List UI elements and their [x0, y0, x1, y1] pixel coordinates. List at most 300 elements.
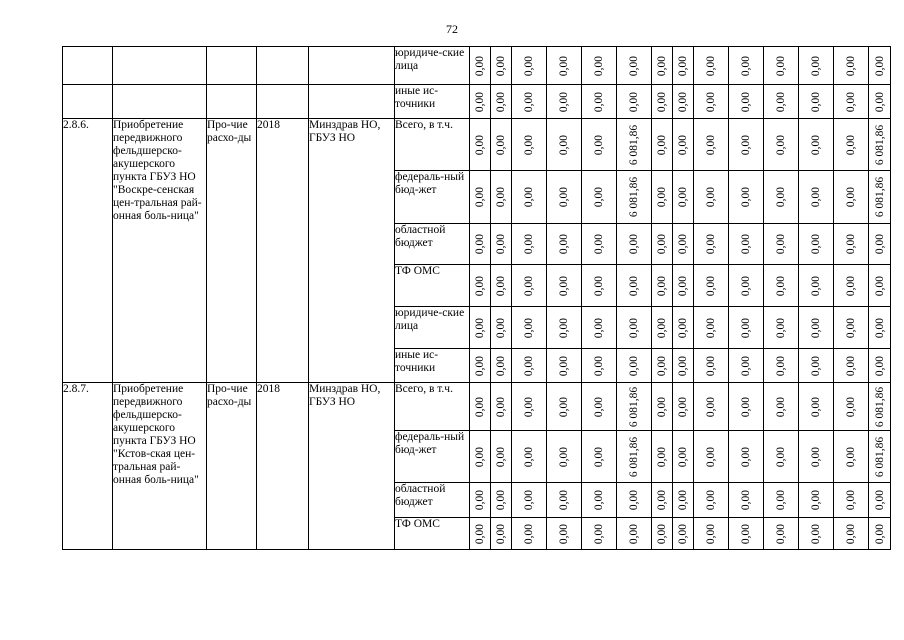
funding-source: Всего, в т.ч.	[395, 383, 470, 431]
value-cell	[582, 349, 617, 383]
expense-type: Про-чие расхо-ды	[207, 383, 257, 550]
value-cell	[729, 171, 764, 224]
value-cell	[694, 349, 729, 383]
funding-source: ТФ ОМС	[395, 265, 470, 307]
value-text: 0,00	[810, 489, 822, 511]
value-cell	[491, 483, 512, 518]
value-cell	[491, 171, 512, 224]
value-cell	[582, 431, 617, 483]
value-cell	[834, 518, 869, 550]
table-body	[63, 47, 891, 550]
value-cell	[834, 119, 869, 171]
value-cell	[673, 518, 694, 550]
value-cell	[652, 119, 673, 171]
value-cell	[652, 383, 673, 431]
value-cell	[547, 119, 582, 171]
value-text: 0,00	[775, 446, 787, 467]
item-executor: Минздрав НО, ГБУЗ НО	[309, 383, 395, 550]
value-text: 0,00	[845, 186, 857, 208]
value-cell	[673, 307, 694, 349]
value-text: 0,00	[705, 355, 717, 376]
value-text: 0,00	[775, 233, 787, 255]
value-cell	[729, 85, 764, 119]
value-cell	[582, 119, 617, 171]
value-cell	[617, 431, 652, 483]
value-text: 0,00	[810, 186, 822, 208]
value-text: 0,00	[495, 355, 507, 376]
value-text: 0,00	[656, 91, 668, 112]
value-cell	[512, 85, 547, 119]
value-cell	[491, 349, 512, 383]
value-cell	[582, 171, 617, 224]
value-cell	[547, 307, 582, 349]
value-cell	[617, 171, 652, 224]
value-text: 0,00	[474, 523, 486, 544]
value-text: 0,00	[495, 186, 507, 208]
value-cell	[673, 431, 694, 483]
value-text: 0,00	[474, 446, 486, 467]
value-text: 0,00	[775, 396, 787, 417]
value-text: 0,00	[705, 233, 717, 255]
value-text: 0,00	[523, 91, 535, 112]
value-text: 0,00	[593, 489, 605, 511]
value-cell	[729, 47, 764, 85]
value-cell	[799, 119, 834, 171]
funding-source: федераль-ный бюд-жет	[395, 171, 470, 224]
value-cell	[673, 85, 694, 119]
value-text: 0,00	[495, 523, 507, 544]
value-text: 0,00	[740, 134, 752, 155]
value-text: 0,00	[628, 233, 640, 255]
value-cell	[729, 307, 764, 349]
value-text: 0,00	[677, 523, 689, 544]
value-cell	[764, 518, 799, 550]
value-text: 0,00	[705, 446, 717, 467]
value-cell	[673, 349, 694, 383]
value-cell	[729, 483, 764, 518]
value-text: 6 081,86	[873, 436, 886, 477]
empty-cell	[63, 47, 113, 85]
value-text: 0,00	[558, 446, 570, 467]
value-cell	[799, 483, 834, 518]
expense-type: Про-чие расхо-ды	[207, 119, 257, 383]
value-text: 0,00	[810, 134, 822, 155]
value-cell	[869, 224, 891, 265]
value-cell	[729, 431, 764, 483]
value-cell	[869, 383, 891, 431]
value-text: 0,00	[740, 523, 752, 544]
funding-source: юридиче-ские лица	[395, 47, 470, 85]
value-text: 0,00	[628, 91, 640, 112]
value-text: 0,00	[845, 446, 857, 467]
value-text: 0,00	[740, 355, 752, 376]
value-cell	[470, 518, 491, 550]
value-cell	[547, 224, 582, 265]
value-cell	[512, 483, 547, 518]
value-cell	[729, 119, 764, 171]
value-text: 0,00	[705, 134, 717, 155]
value-cell	[491, 307, 512, 349]
value-cell	[764, 307, 799, 349]
value-text: 0,00	[845, 317, 857, 338]
value-text: 0,00	[558, 355, 570, 376]
value-text: 0,00	[523, 55, 535, 76]
value-text: 6 081,86	[628, 176, 640, 218]
value-text: 0,00	[523, 523, 535, 544]
value-cell	[582, 85, 617, 119]
value-cell	[512, 383, 547, 431]
value-cell	[617, 224, 652, 265]
value-text: 0,00	[845, 275, 857, 296]
value-text: 0,00	[845, 233, 857, 255]
value-cell	[673, 483, 694, 518]
value-text: 0,00	[740, 91, 752, 112]
value-cell	[869, 171, 891, 224]
value-cell	[799, 85, 834, 119]
value-cell	[617, 265, 652, 307]
value-text: 0,00	[705, 317, 717, 338]
value-text: 0,00	[705, 489, 717, 511]
value-cell	[694, 265, 729, 307]
value-text: 0,00	[740, 233, 752, 255]
funding-source: иные ис-точники	[395, 349, 470, 383]
value-cell	[547, 518, 582, 550]
value-text: 0,00	[677, 446, 689, 467]
value-cell	[491, 265, 512, 307]
value-cell	[512, 171, 547, 224]
empty-cell	[207, 47, 257, 85]
value-text: 0,00	[705, 55, 717, 76]
value-text: 0,00	[523, 233, 535, 255]
value-cell	[582, 224, 617, 265]
value-text: 0,00	[705, 186, 717, 208]
value-cell	[547, 431, 582, 483]
value-cell	[582, 383, 617, 431]
value-cell	[799, 383, 834, 431]
value-cell	[694, 483, 729, 518]
value-cell	[834, 349, 869, 383]
item-number: 2.8.6.	[63, 119, 113, 383]
value-cell	[869, 47, 891, 85]
empty-cell	[257, 85, 309, 119]
value-cell	[547, 383, 582, 431]
value-cell	[764, 119, 799, 171]
value-text: 6 081,86	[873, 386, 886, 427]
value-cell	[799, 431, 834, 483]
value-cell	[729, 349, 764, 383]
value-cell	[512, 119, 547, 171]
value-text: 0,00	[740, 55, 752, 76]
item-executor: Минздрав НО, ГБУЗ НО	[309, 119, 395, 383]
value-cell	[547, 171, 582, 224]
value-cell	[799, 307, 834, 349]
value-text: 0,00	[740, 275, 752, 296]
value-cell	[764, 349, 799, 383]
value-cell	[729, 518, 764, 550]
value-text: 0,00	[873, 55, 886, 76]
item-name: Приобретение передвижного фельдшерско-акушерского пункта ГБУЗ НО "Воскре-сенская цен-тральная рай-онная боль-ница"	[113, 119, 207, 383]
value-text: 0,00	[558, 134, 570, 155]
value-text: 0,00	[474, 134, 486, 155]
value-cell	[470, 483, 491, 518]
value-cell	[512, 307, 547, 349]
item-name: Приобретение передвижного фельдшерско-акушерского пункта ГБУЗ НО "Кстов-ская цен-тральная рай-онная боль-ница"	[113, 383, 207, 550]
value-text: 0,00	[593, 396, 605, 417]
value-text: 0,00	[523, 489, 535, 511]
value-text: 0,00	[593, 446, 605, 467]
value-cell	[617, 119, 652, 171]
value-text: 0,00	[775, 55, 787, 76]
value-cell	[491, 224, 512, 265]
value-text: 0,00	[810, 355, 822, 376]
value-text: 0,00	[558, 489, 570, 511]
value-text: 0,00	[810, 233, 822, 255]
value-text: 0,00	[705, 523, 717, 544]
value-cell	[512, 349, 547, 383]
value-cell	[470, 85, 491, 119]
budget-table	[62, 46, 891, 550]
value-cell	[582, 518, 617, 550]
value-text: 0,00	[558, 91, 570, 112]
table-row	[63, 383, 891, 431]
value-text: 6 081,86	[628, 386, 640, 427]
value-text: 0,00	[628, 489, 640, 511]
value-cell	[470, 265, 491, 307]
value-cell	[834, 383, 869, 431]
value-text: 6 081,86	[873, 124, 886, 165]
value-cell	[694, 119, 729, 171]
value-cell	[673, 47, 694, 85]
value-text: 0,00	[495, 446, 507, 467]
value-text: 0,00	[628, 275, 640, 296]
value-text: 0,00	[628, 55, 640, 76]
funding-source: областной бюджет	[395, 483, 470, 518]
value-text: 0,00	[593, 134, 605, 155]
value-cell	[729, 383, 764, 431]
item-year: 2018	[257, 383, 309, 550]
value-text: 0,00	[593, 55, 605, 76]
value-text: 0,00	[656, 317, 668, 338]
value-cell	[869, 85, 891, 119]
value-text: 0,00	[775, 317, 787, 338]
value-cell	[694, 224, 729, 265]
value-text: 0,00	[845, 134, 857, 155]
value-text: 0,00	[474, 275, 486, 296]
value-cell	[869, 483, 891, 518]
value-text: 0,00	[656, 233, 668, 255]
value-cell	[617, 307, 652, 349]
value-cell	[799, 171, 834, 224]
value-cell	[834, 171, 869, 224]
empty-cell	[113, 47, 207, 85]
value-cell	[869, 431, 891, 483]
value-cell	[491, 518, 512, 550]
value-text: 0,00	[845, 355, 857, 376]
value-cell	[617, 518, 652, 550]
value-cell	[617, 383, 652, 431]
empty-cell	[207, 85, 257, 119]
value-cell	[869, 518, 891, 550]
value-text: 0,00	[474, 489, 486, 511]
value-text: 0,00	[628, 523, 640, 544]
value-text: 0,00	[474, 233, 486, 255]
empty-cell	[113, 85, 207, 119]
value-cell	[834, 483, 869, 518]
value-text: 0,00	[775, 355, 787, 376]
page-number: 72	[446, 22, 458, 36]
value-text: 0,00	[558, 317, 570, 338]
value-cell	[869, 349, 891, 383]
value-text: 0,00	[775, 523, 787, 544]
value-cell	[694, 85, 729, 119]
value-cell	[470, 224, 491, 265]
value-cell	[652, 47, 673, 85]
empty-cell	[257, 47, 309, 85]
value-text: 0,00	[593, 523, 605, 544]
value-text: 0,00	[523, 134, 535, 155]
value-cell	[617, 483, 652, 518]
funding-source: Всего, в т.ч.	[395, 119, 470, 171]
funding-source: иные ис-точники	[395, 85, 470, 119]
value-cell	[673, 119, 694, 171]
value-cell	[694, 307, 729, 349]
value-text: 0,00	[656, 396, 668, 417]
value-cell	[764, 224, 799, 265]
value-text: 0,00	[705, 91, 717, 112]
funding-source: юридиче-ские лица	[395, 307, 470, 349]
value-cell	[764, 265, 799, 307]
value-text: 0,00	[677, 396, 689, 417]
value-cell	[673, 171, 694, 224]
value-cell	[547, 265, 582, 307]
value-text: 0,00	[656, 446, 668, 467]
value-text: 0,00	[677, 134, 689, 155]
value-text: 0,00	[558, 233, 570, 255]
value-cell	[869, 119, 891, 171]
value-cell	[470, 349, 491, 383]
value-text: 0,00	[628, 317, 640, 338]
value-text: 0,00	[495, 91, 507, 112]
value-cell	[652, 171, 673, 224]
value-cell	[834, 307, 869, 349]
value-cell	[694, 518, 729, 550]
value-cell	[617, 85, 652, 119]
value-cell	[470, 47, 491, 85]
value-text: 0,00	[523, 396, 535, 417]
value-cell	[799, 47, 834, 85]
value-text: 0,00	[495, 275, 507, 296]
value-cell	[652, 349, 673, 383]
value-cell	[652, 224, 673, 265]
value-cell	[764, 383, 799, 431]
value-text: 0,00	[873, 233, 886, 255]
value-text: 0,00	[656, 489, 668, 511]
value-text: 6 081,86	[628, 124, 640, 165]
value-cell	[694, 171, 729, 224]
value-text: 0,00	[677, 233, 689, 255]
value-cell	[652, 483, 673, 518]
value-cell	[834, 224, 869, 265]
value-cell	[652, 85, 673, 119]
value-cell	[582, 307, 617, 349]
value-text: 0,00	[845, 396, 857, 417]
value-text: 0,00	[558, 186, 570, 208]
value-text: 0,00	[593, 233, 605, 255]
value-cell	[512, 518, 547, 550]
value-text: 0,00	[628, 355, 640, 376]
value-cell	[764, 85, 799, 119]
value-cell	[799, 265, 834, 307]
value-cell	[764, 171, 799, 224]
value-text: 0,00	[677, 317, 689, 338]
value-text: 0,00	[873, 91, 886, 112]
value-cell	[764, 431, 799, 483]
value-text: 0,00	[523, 446, 535, 467]
value-text: 0,00	[523, 317, 535, 338]
value-cell	[512, 431, 547, 483]
value-cell	[652, 431, 673, 483]
value-text: 0,00	[523, 355, 535, 376]
value-text: 0,00	[656, 523, 668, 544]
value-text: 0,00	[495, 396, 507, 417]
value-cell	[617, 47, 652, 85]
value-text: 0,00	[810, 523, 822, 544]
value-cell	[512, 224, 547, 265]
value-cell	[673, 383, 694, 431]
value-text: 0,00	[810, 317, 822, 338]
value-text: 0,00	[705, 275, 717, 296]
value-cell	[617, 349, 652, 383]
value-text: 0,00	[873, 489, 886, 511]
value-cell	[547, 47, 582, 85]
value-cell	[673, 265, 694, 307]
value-text: 0,00	[810, 91, 822, 112]
value-text: 0,00	[677, 91, 689, 112]
value-text: 0,00	[810, 396, 822, 417]
value-text: 0,00	[775, 134, 787, 155]
executor-cell	[309, 47, 395, 85]
table-row	[63, 85, 891, 119]
value-text: 0,00	[523, 186, 535, 208]
value-text: 0,00	[474, 396, 486, 417]
value-text: 0,00	[495, 55, 507, 76]
value-text: 0,00	[740, 317, 752, 338]
value-cell	[582, 47, 617, 85]
value-cell	[470, 307, 491, 349]
value-text: 0,00	[677, 275, 689, 296]
value-cell	[834, 265, 869, 307]
value-text: 0,00	[810, 446, 822, 467]
value-cell	[799, 518, 834, 550]
value-cell	[470, 431, 491, 483]
value-cell	[799, 349, 834, 383]
funding-source: федераль-ный бюд-жет	[395, 431, 470, 483]
value-text: 0,00	[677, 489, 689, 511]
executor-cell	[309, 85, 395, 119]
value-text: 0,00	[593, 275, 605, 296]
value-text: 0,00	[495, 317, 507, 338]
value-cell	[652, 518, 673, 550]
value-cell	[694, 47, 729, 85]
value-text: 0,00	[558, 55, 570, 76]
value-text: 0,00	[474, 55, 486, 76]
funding-source: ТФ ОМС	[395, 518, 470, 550]
table-row	[63, 47, 891, 85]
value-cell	[869, 307, 891, 349]
value-cell	[547, 483, 582, 518]
value-cell	[652, 265, 673, 307]
value-text: 0,00	[677, 55, 689, 76]
